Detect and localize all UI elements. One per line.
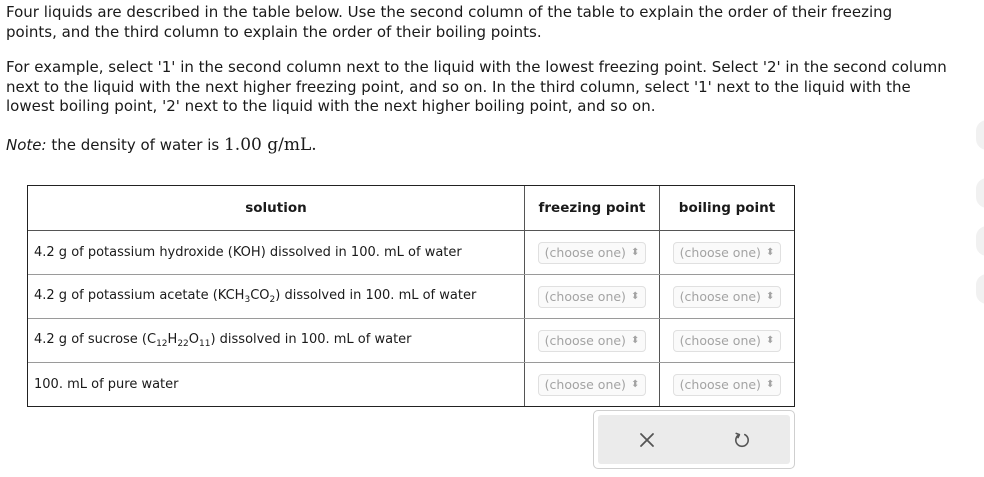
header-boiling-point: boiling point xyxy=(678,200,776,216)
freezing-select-sucrose[interactable] xyxy=(538,330,647,352)
chevron-updown-icon: ⬍ xyxy=(630,247,640,258)
freezing-cell xyxy=(525,363,660,406)
boiling-select-kch3co2[interactable] xyxy=(673,286,782,308)
boiling-select-sucrose[interactable] xyxy=(673,330,782,352)
freezing-select-kch3co2[interactable] xyxy=(538,286,647,308)
side-tab[interactable] xyxy=(976,120,984,150)
chevron-updown-icon: ⬍ xyxy=(765,379,775,390)
solution-pure-water xyxy=(28,363,525,406)
boiling-cell xyxy=(660,363,794,406)
select-value: (choose one) xyxy=(544,333,626,348)
intro-paragraph xyxy=(6,3,892,42)
example-line-2: next to the liquid with the next higher freezing point, and so on. In the third column, select '1' next to the liquid with the xyxy=(6,77,911,96)
liquids-table xyxy=(27,185,795,407)
freezing-cell xyxy=(525,275,660,318)
header-freezing-point: freezing point xyxy=(525,186,660,230)
answer-actions-panel xyxy=(593,410,795,469)
table-header-row xyxy=(28,186,794,231)
chevron-updown-icon: ⬍ xyxy=(630,291,640,302)
select-value: (choose one) xyxy=(679,289,761,304)
note-text: the density of water is xyxy=(46,136,224,154)
x-icon xyxy=(639,432,655,448)
chevron-updown-icon: ⬍ xyxy=(765,335,775,346)
boiling-select-water[interactable] xyxy=(673,374,782,396)
freezing-select-water[interactable] xyxy=(538,374,647,396)
select-value: (choose one) xyxy=(544,245,626,260)
chevron-updown-icon: ⬍ xyxy=(630,335,640,346)
density-value: 1.00 g/mL. xyxy=(223,135,317,155)
chevron-updown-icon: ⬍ xyxy=(630,379,640,390)
side-tab[interactable] xyxy=(976,178,984,208)
boiling-cell xyxy=(660,231,794,274)
side-tab[interactable] xyxy=(976,226,984,256)
chevron-updown-icon: ⬍ xyxy=(765,247,775,258)
boiling-cell xyxy=(660,275,794,318)
select-value: (choose one) xyxy=(679,245,761,260)
table-row xyxy=(28,363,794,406)
solution-text: 4.2 g of sucrose $(C_{12}H_{22}O_{11})$ dissolved in 100. mL of water xyxy=(34,332,412,349)
solution-koh xyxy=(28,231,525,274)
side-tab[interactable] xyxy=(976,274,984,304)
intro-line-1: Four liquids are described in the table below. Use the second column of the table to explain the order of their freezing xyxy=(6,3,893,21)
boiling-cell xyxy=(660,319,794,362)
example-line-1: For example, select '1' in the second column next to the liquid with the lowest freezing point. Select '2' in the second column xyxy=(6,58,947,76)
intro-line-2: points, and the third column to explain the order of their boiling points. xyxy=(6,22,542,41)
example-paragraph xyxy=(6,58,947,117)
chevron-updown-icon: ⬍ xyxy=(765,291,775,302)
solution-text: 4.2 g of potassium acetate $(KCH_3CO_2)$ dissolved in 100. mL of water xyxy=(34,288,477,305)
note-paragraph xyxy=(6,136,317,156)
select-value: (choose one) xyxy=(679,333,761,348)
select-value: (choose one) xyxy=(544,377,626,392)
select-value: (choose one) xyxy=(544,289,626,304)
table-row xyxy=(28,275,794,319)
header-solution: solution xyxy=(28,186,525,230)
solution-sucrose xyxy=(28,319,525,362)
reset-icon xyxy=(733,431,751,449)
example-line-3: lowest boiling point, '2' next to the liquid with the next higher boiling point, and so on. xyxy=(6,97,656,115)
table-row xyxy=(28,319,794,363)
table-row xyxy=(28,231,794,275)
boiling-select-koh[interactable] xyxy=(673,242,782,264)
select-value: (choose one) xyxy=(679,377,761,392)
freezing-cell xyxy=(525,319,660,362)
solution-text: 4.2 g of potassium hydroxide (KOH) dissolved in 100. mL of water xyxy=(34,245,462,260)
solution-text: 100. mL of pure water xyxy=(34,377,179,392)
reset-button[interactable] xyxy=(712,424,772,456)
clear-button[interactable] xyxy=(617,424,677,456)
note-label: Note: xyxy=(6,136,47,154)
freezing-cell xyxy=(525,231,660,274)
freezing-select-koh[interactable] xyxy=(538,242,647,264)
solution-potassium-acetate xyxy=(28,275,525,318)
